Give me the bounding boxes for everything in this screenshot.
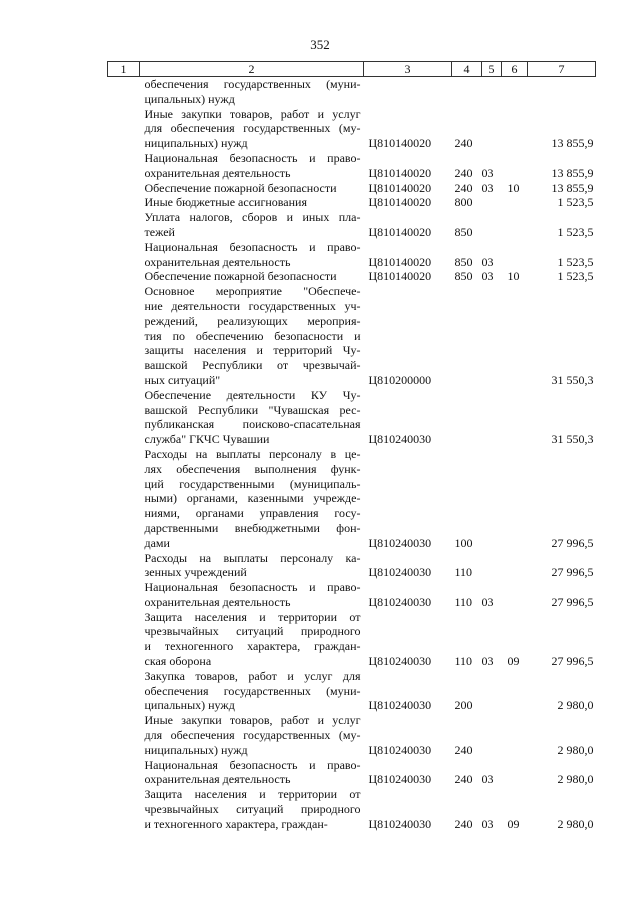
target-code-cell: Ц810240030 bbox=[368, 654, 432, 669]
amount-cell: 2 980,0 bbox=[557, 772, 594, 787]
subsection-cell bbox=[502, 713, 528, 757]
table-header bbox=[108, 62, 596, 77]
row-number-cell bbox=[108, 787, 140, 831]
expense-type-cell: 240 bbox=[454, 772, 473, 787]
description-cell bbox=[140, 269, 364, 284]
section-cell bbox=[482, 284, 502, 388]
table-row bbox=[108, 181, 596, 196]
subsection-cell bbox=[502, 758, 528, 788]
table-row bbox=[108, 210, 596, 240]
description-line: ципальных) нужд bbox=[144, 91, 235, 106]
subsection-cell bbox=[502, 240, 528, 270]
page-number: 352 bbox=[310, 37, 330, 52]
expense-type-cell: 110 bbox=[454, 594, 473, 609]
description-line: публиканская поисково-спасательная bbox=[144, 417, 361, 432]
expense-type-cell: 240 bbox=[454, 165, 473, 180]
table-row bbox=[108, 388, 596, 447]
description-line: Защита населения и территории от bbox=[144, 787, 361, 802]
description-line: зенных учреждений bbox=[144, 565, 247, 580]
target-code-cell: Ц810240030 bbox=[368, 816, 432, 831]
description-line: Обеспечение пожарной безопасности bbox=[144, 269, 337, 284]
target-code-cell: Ц810240030 bbox=[368, 432, 432, 447]
subsection-cell bbox=[502, 77, 528, 107]
section-cell bbox=[482, 447, 502, 551]
table-row bbox=[108, 77, 596, 107]
row-number-cell bbox=[108, 107, 140, 151]
budget-table bbox=[107, 61, 596, 832]
table-row bbox=[108, 447, 596, 551]
column-header: 2 bbox=[140, 62, 364, 77]
description-line: обеспечения государственных (муни- bbox=[144, 77, 361, 91]
row-number-cell bbox=[108, 269, 140, 284]
description-line: дами bbox=[144, 535, 170, 550]
target-code-cell: Ц810240030 bbox=[368, 698, 432, 713]
row-number-cell bbox=[108, 610, 140, 669]
description-line: ций государственными (муниципаль- bbox=[144, 476, 361, 491]
description-line: Иные закупки товаров, работ и услуг bbox=[144, 713, 361, 728]
target-code-cell: Ц810140020 bbox=[368, 254, 432, 269]
amount-cell: 1 523,5 bbox=[557, 224, 594, 239]
target-code-cell: Ц810240030 bbox=[368, 535, 432, 550]
section-cell bbox=[482, 195, 502, 210]
row-number-cell bbox=[108, 447, 140, 551]
description-cell bbox=[140, 610, 364, 669]
amount-cell: 31 550,3 bbox=[551, 372, 594, 387]
description-line: охранительная деятельность bbox=[144, 594, 291, 609]
target-code-cell: Ц810140020 bbox=[368, 180, 432, 195]
section-cell: 03 bbox=[481, 594, 494, 609]
description-cell bbox=[140, 195, 364, 210]
section-cell bbox=[482, 388, 502, 447]
description-line: Обеспечение деятельности КУ Чу- bbox=[144, 387, 361, 402]
description-cell bbox=[140, 713, 364, 757]
description-line: ниципальных) нужд bbox=[144, 136, 248, 151]
amount-cell bbox=[528, 77, 596, 107]
description-cell bbox=[140, 240, 364, 270]
description-line: лях обеспечения выполнения функ- bbox=[144, 461, 361, 476]
table-row bbox=[108, 758, 596, 788]
row-number-cell bbox=[108, 580, 140, 610]
description-line: ние деятельности государственных уч- bbox=[144, 298, 361, 313]
subsection-cell bbox=[502, 210, 528, 240]
description-line: Национальная безопасность и право- bbox=[144, 580, 361, 595]
expense-type-cell: 240 bbox=[454, 136, 473, 151]
row-number-cell bbox=[108, 669, 140, 713]
table-row bbox=[108, 284, 596, 388]
table-row bbox=[108, 151, 596, 181]
amount-cell: 13 855,9 bbox=[551, 136, 594, 151]
description-cell bbox=[140, 758, 364, 788]
description-line: Основное мероприятие "Обеспече- bbox=[144, 284, 361, 299]
expense-type-cell: 800 bbox=[454, 195, 473, 210]
description-line: ская оборона bbox=[144, 654, 212, 669]
description-line: ципальных) нужд bbox=[144, 698, 235, 713]
description-line: Иные закупки товаров, работ и услуг bbox=[144, 106, 361, 121]
amount-cell: 27 996,5 bbox=[551, 535, 594, 550]
section-cell bbox=[482, 210, 502, 240]
description-line: охранительная деятельность bbox=[144, 772, 291, 787]
description-line: ниями, органами управления госу- bbox=[144, 506, 361, 521]
subsection-cell: 09 bbox=[507, 816, 520, 831]
description-line: Национальная безопасность и право- bbox=[144, 150, 361, 165]
target-code-cell: Ц810140020 bbox=[368, 269, 432, 284]
target-code-cell: Ц810240030 bbox=[368, 594, 432, 609]
description-cell bbox=[140, 669, 364, 713]
table-row bbox=[108, 195, 596, 210]
description-cell bbox=[140, 210, 364, 240]
description-line: реждений, реализующих мероприя- bbox=[144, 313, 361, 328]
amount-cell: 27 996,5 bbox=[551, 654, 594, 669]
description-line: вашской Республики "Чувашская рес- bbox=[144, 402, 361, 417]
amount-cell: 2 980,0 bbox=[557, 742, 594, 757]
description-line: для обеспечения государственных (му- bbox=[144, 728, 361, 743]
expense-type-cell bbox=[452, 77, 482, 107]
expense-type-cell: 200 bbox=[454, 698, 473, 713]
description-cell bbox=[140, 447, 364, 551]
target-code-cell: Ц810140020 bbox=[368, 195, 432, 210]
expense-type-cell: 240 bbox=[454, 742, 473, 757]
row-number-cell bbox=[108, 551, 140, 581]
target-code-cell: Ц810140020 bbox=[368, 136, 432, 151]
section-cell: 03 bbox=[481, 180, 494, 195]
description-cell bbox=[140, 107, 364, 151]
description-line: Иные бюджетные ассигнования bbox=[144, 195, 307, 210]
target-code-cell: Ц810240030 bbox=[368, 742, 432, 757]
expense-type-cell: 110 bbox=[454, 654, 473, 669]
section-cell: 03 bbox=[481, 165, 494, 180]
column-header: 6 bbox=[502, 62, 528, 77]
description-line: и техногенного характера, граждан- bbox=[144, 816, 328, 831]
description-cell bbox=[140, 284, 364, 388]
subsection-cell bbox=[502, 107, 528, 151]
description-line: защиты населения и территорий Чу- bbox=[144, 343, 361, 358]
table-row bbox=[108, 580, 596, 610]
description-line: для обеспечения государственных (му- bbox=[144, 121, 361, 136]
description-cell bbox=[140, 551, 364, 581]
description-line: чрезвычайных ситуаций природного bbox=[144, 624, 361, 639]
description-line: Расходы на выплаты персоналу в це- bbox=[144, 446, 361, 461]
row-number-cell bbox=[108, 758, 140, 788]
target-code-cell: Ц810140020 bbox=[368, 224, 432, 239]
amount-cell: 27 996,5 bbox=[551, 565, 594, 580]
amount-cell: 2 980,0 bbox=[557, 816, 594, 831]
target-code-cell: Ц810140020 bbox=[368, 165, 432, 180]
section-cell: 03 bbox=[481, 772, 494, 787]
table-row bbox=[108, 107, 596, 151]
target-code-cell: Ц810240030 bbox=[368, 565, 432, 580]
description-line: тия по обеспечению безопасности и bbox=[144, 328, 361, 343]
row-number-cell bbox=[108, 284, 140, 388]
subsection-cell bbox=[502, 669, 528, 713]
expense-type-cell: 850 bbox=[454, 254, 473, 269]
row-number-cell bbox=[108, 388, 140, 447]
expense-type-cell: 850 bbox=[454, 224, 473, 239]
subsection-cell: 10 bbox=[507, 180, 520, 195]
description-cell bbox=[140, 388, 364, 447]
expense-type-cell: 240 bbox=[454, 816, 473, 831]
expense-type-cell: 110 bbox=[454, 565, 473, 580]
description-line: Национальная безопасность и право- bbox=[144, 239, 361, 254]
section-cell bbox=[482, 713, 502, 757]
subsection-cell bbox=[502, 447, 528, 551]
subsection-cell bbox=[502, 388, 528, 447]
table-row bbox=[108, 610, 596, 669]
subsection-cell: 10 bbox=[507, 269, 520, 284]
expense-type-cell: 850 bbox=[454, 269, 473, 284]
expense-type-cell bbox=[452, 284, 482, 388]
description-line: ными) органами, казенными учрежде- bbox=[144, 491, 361, 506]
column-header: 3 bbox=[364, 62, 452, 77]
description-line: Закупка товаров, работ и услуг для bbox=[144, 668, 361, 683]
description-line: Защита населения и территории от bbox=[144, 609, 361, 624]
row-number-cell bbox=[108, 151, 140, 181]
header-row bbox=[108, 62, 596, 77]
section-cell: 03 bbox=[481, 816, 494, 831]
description-line: и техногенного характера, граждан- bbox=[144, 639, 361, 654]
amount-cell: 13 855,9 bbox=[551, 165, 594, 180]
description-line: охранительная деятельность bbox=[144, 165, 291, 180]
description-cell bbox=[140, 787, 364, 831]
description-line: Расходы на выплаты персоналу ка- bbox=[144, 550, 361, 565]
amount-cell: 1 523,5 bbox=[557, 254, 594, 269]
description-line: охранительная деятельность bbox=[144, 254, 291, 269]
column-header: 7 bbox=[528, 62, 596, 77]
description-line: ниципальных) нужд bbox=[144, 742, 248, 757]
target-code-cell bbox=[364, 77, 452, 107]
row-number-cell bbox=[108, 195, 140, 210]
column-header: 4 bbox=[452, 62, 482, 77]
description-cell bbox=[140, 580, 364, 610]
section-cell: 03 bbox=[481, 254, 494, 269]
section-cell bbox=[482, 669, 502, 713]
description-cell bbox=[140, 77, 364, 107]
description-cell bbox=[140, 181, 364, 196]
table-row bbox=[108, 240, 596, 270]
row-number-cell bbox=[108, 181, 140, 196]
expense-type-cell: 240 bbox=[454, 180, 473, 195]
target-code-cell: Ц810240030 bbox=[368, 772, 432, 787]
description-cell bbox=[140, 151, 364, 181]
description-line: служба" ГКЧС Чувашии bbox=[144, 432, 270, 447]
subsection-cell bbox=[502, 284, 528, 388]
table-row bbox=[108, 713, 596, 757]
subsection-cell bbox=[502, 151, 528, 181]
table-row bbox=[108, 269, 596, 284]
amount-cell: 31 550,3 bbox=[551, 432, 594, 447]
section-cell: 03 bbox=[481, 269, 494, 284]
description-line: ных ситуаций" bbox=[144, 372, 221, 387]
row-number-cell bbox=[108, 77, 140, 107]
row-number-cell bbox=[108, 713, 140, 757]
subsection-cell bbox=[502, 580, 528, 610]
amount-cell: 1 523,5 bbox=[557, 269, 594, 284]
table-row bbox=[108, 551, 596, 581]
column-header: 5 bbox=[482, 62, 502, 77]
table-row bbox=[108, 669, 596, 713]
expense-type-cell: 100 bbox=[454, 535, 473, 550]
section-cell bbox=[482, 107, 502, 151]
description-line: Обеспечение пожарной безопасности bbox=[144, 180, 337, 195]
description-line: тежей bbox=[144, 224, 175, 239]
column-header: 1 bbox=[108, 62, 140, 77]
description-line: обеспечения государственных (муни- bbox=[144, 683, 361, 698]
row-number-cell bbox=[108, 210, 140, 240]
description-line: дарственными внебюджетными фон- bbox=[144, 520, 361, 535]
subsection-cell: 09 bbox=[507, 654, 520, 669]
amount-cell: 2 980,0 bbox=[557, 698, 594, 713]
section-cell bbox=[482, 77, 502, 107]
subsection-cell bbox=[502, 551, 528, 581]
description-line: Уплата налогов, сборов и иных пла- bbox=[144, 210, 361, 225]
expense-type-cell bbox=[452, 388, 482, 447]
description-line: Национальная безопасность и право- bbox=[144, 757, 361, 772]
description-line: чрезвычайных ситуаций природного bbox=[144, 802, 361, 817]
target-code-cell: Ц810200000 bbox=[368, 372, 432, 387]
description-line: вашской Республики от чрезвычай- bbox=[144, 358, 361, 373]
table-row bbox=[108, 787, 596, 831]
subsection-cell bbox=[502, 195, 528, 210]
amount-cell: 13 855,9 bbox=[551, 180, 594, 195]
amount-cell: 1 523,5 bbox=[557, 195, 594, 210]
row-number-cell bbox=[108, 240, 140, 270]
section-cell bbox=[482, 551, 502, 581]
amount-cell: 27 996,5 bbox=[551, 594, 594, 609]
table-body bbox=[108, 77, 596, 832]
section-cell: 03 bbox=[481, 654, 494, 669]
